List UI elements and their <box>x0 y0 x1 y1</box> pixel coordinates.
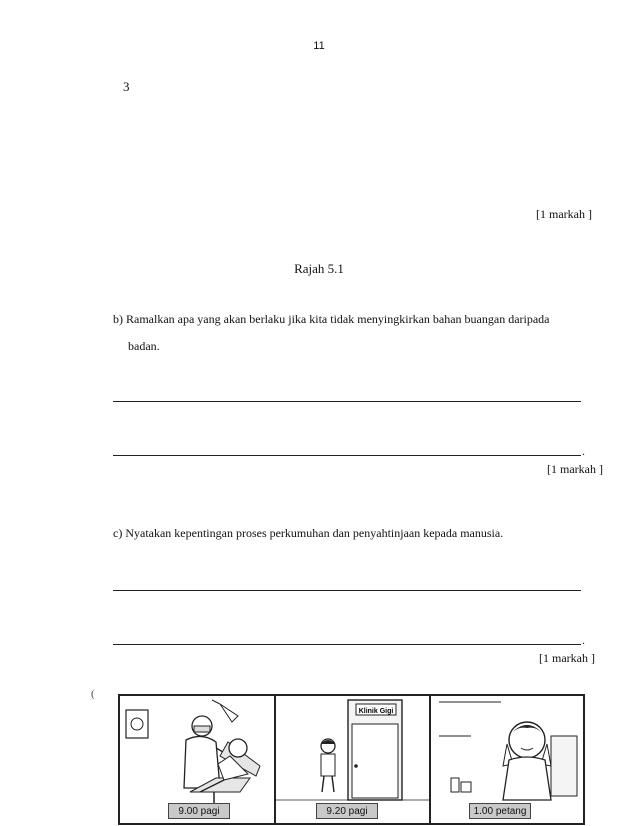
margin-mark: ( <box>91 688 95 700</box>
clinic-sign: Klinik Gigi <box>358 708 394 715</box>
question-b-text-cont: badan. <box>128 339 160 353</box>
time-label: 1.00 petang <box>469 803 531 819</box>
answer-line[interactable] <box>113 401 581 402</box>
question-c-text: c) Nyatakan kepentingan proses perkumuhan dan penyahtinjaan kepada manusia. <box>113 526 504 540</box>
answer-line[interactable] <box>113 644 581 645</box>
question-b-text: b) Ramalkan apa yang akan berlaku jika kita tidak menyingkirkan bahan buangan daripada <box>113 312 550 326</box>
page-number: 11 <box>313 40 325 52</box>
marks-label-a: [1 markah ] <box>536 207 592 221</box>
figure-caption: Rajah 5.1 <box>294 261 344 276</box>
figure-strip <box>118 694 585 825</box>
marks-label-c: [1 markah ] <box>539 651 595 665</box>
answer-end-mark: . <box>582 633 585 647</box>
time-label: 9.20 pagi <box>316 803 378 819</box>
answer-end-mark: . <box>582 444 585 458</box>
time-label: 9.00 pagi <box>168 803 230 819</box>
answer-line[interactable] <box>113 455 581 456</box>
answer-line[interactable] <box>113 590 581 591</box>
question-number: 3 <box>123 79 130 94</box>
marks-label-b: [1 markah ] <box>547 462 603 476</box>
